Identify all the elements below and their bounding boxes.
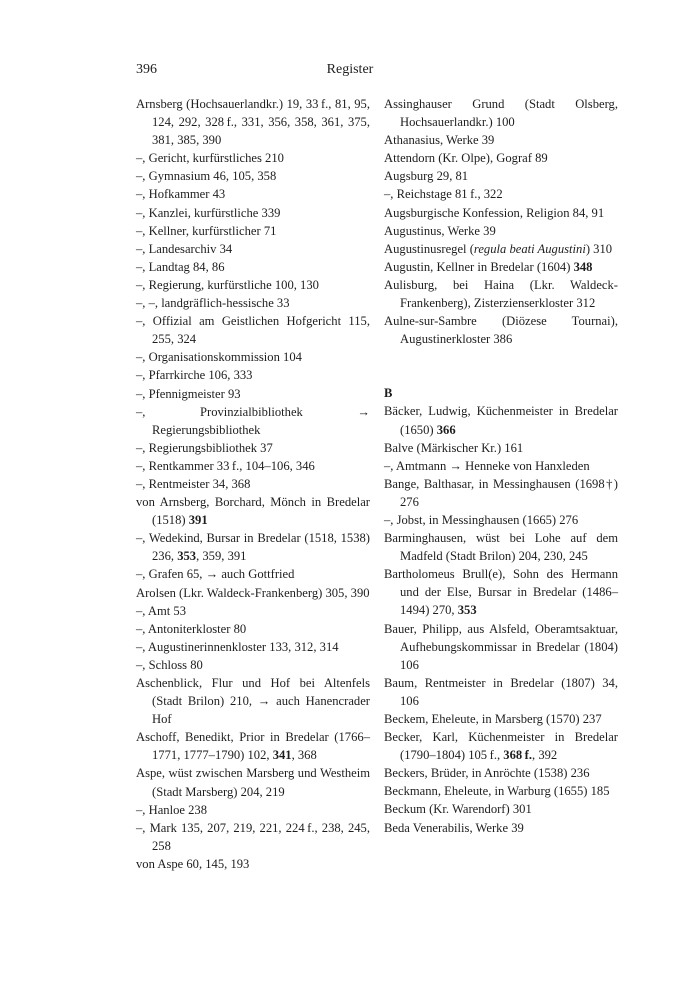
index-entry: Bartholomeus Brull(e), Sohn des Hermann und der Else, Bursar in Bredelar (1486–1494) 270, 353 [384, 567, 618, 618]
section-gap [384, 348, 618, 384]
index-entry: Aschenblick, Flur und Hof bei Altenfels (Stadt Brilon) 210, → auch Hanencrader Hof [136, 676, 370, 727]
index-entry: –, Hofkammer 43 [136, 187, 226, 202]
index-entry: Balve (Märkischer Kr.) 161 [384, 440, 524, 455]
index-entry: Bange, Balthasar, in Messinghausen (1698†) 276 [384, 476, 618, 509]
page-number: 396 [136, 62, 157, 77]
index-entry: Athanasius, Werke 39 [384, 133, 495, 148]
section-letter: B [384, 386, 393, 401]
index-entry: Aulne-sur-Sambre (Diözese Tournai), Augustinerkloster 386 [384, 314, 618, 347]
index-entry: –, Amt 53 [136, 603, 187, 618]
index-entry: Augustin, Kellner in Bredelar (1604) 348 [384, 259, 593, 274]
index-entry: –, Provinzialbibliothek → Regierungsbibliothek [136, 404, 370, 437]
index-entry: Augsburgische Konfession, Religion 84, 91 [384, 205, 605, 220]
index-column-right [384, 95, 618, 837]
index-group-a [384, 95, 618, 348]
index-entry: –, –, landgräflich-hessische 33 [136, 296, 290, 311]
index-entry: –, Landesarchiv 34 [136, 241, 233, 256]
index-entry: –, Offizial am Geistlichen Hofgericht 115, 255, 324 [136, 314, 370, 347]
index-entry: –, Reichstage 81 f., 322 [384, 187, 503, 202]
index-entry: –, Augustinerinnenkloster 133, 312, 314 [136, 639, 339, 654]
index-entry: –, Rentkammer 33 f., 104–106, 346 [136, 458, 315, 473]
index-entry: –, Kanzlei, kurfürstliche 339 [136, 205, 281, 220]
index-entry: Augustinusregel (regula beati Augustini) 310 [384, 241, 613, 256]
index-entry: Bauer, Philipp, aus Alsfeld, Oberamtsaktuar, Aufhebungskommissar in Bredelar (1804) 106 [384, 621, 618, 672]
index-entry: –, Rentmeister 34, 368 [136, 476, 251, 491]
running-title: Register [326, 62, 374, 77]
index-entry: –, Mark 135, 207, 219, 221, 224 f., 238, 245, 258 [136, 820, 370, 853]
index-column-left [136, 95, 370, 873]
index-entry: –, Wedekind, Bursar in Bredelar (1518, 1538) 236, 353, 359, 391 [136, 531, 370, 564]
index-entry: Beckers, Brüder, in Anröchte (1538) 236 [384, 766, 590, 781]
page-header [0, 62, 700, 82]
index-entry: –, Regierung, kurfürstliche 100, 130 [136, 277, 319, 292]
index-group-b [384, 402, 618, 836]
index-entry: Bäcker, Ludwig, Küchenmeister in Bredelar (1650) 366 [384, 404, 618, 437]
index-entry: –, Organisationskommission 104 [136, 350, 302, 365]
index-entry: –, Kellner, kurfürstlicher 71 [136, 223, 277, 238]
index-entry: Aspe, wüst zwischen Marsberg und Westheim (Stadt Marsberg) 204, 219 [136, 766, 370, 799]
index-entry: –, Grafen 65, → auch Gottfried [136, 567, 295, 582]
index-entry: Beda Venerabilis, Werke 39 [384, 820, 524, 835]
index-entry: –, Jobst, in Messinghausen (1665) 276 [384, 512, 579, 527]
index-entry: Baum, Rentmeister in Bredelar (1807) 34, 106 [384, 675, 618, 708]
index-entry: Aschoff, Benedikt, Prior in Bredelar (1766–1771, 1777–1790) 102, 341, 368 [136, 730, 370, 763]
index-entry: Barminghausen, wüst bei Lohe auf dem Madfeld (Stadt Brilon) 204, 230, 245 [384, 531, 618, 564]
index-entry: –, Amtmann → Henneke von Hanxleden [384, 458, 590, 473]
index-entry: –, Landtag 84, 86 [136, 259, 225, 274]
index-entry: Beckem, Eheleute, in Marsberg (1570) 237 [384, 712, 602, 726]
index-entry: –, Hanloe 238 [136, 802, 207, 817]
index-entry: Arolsen (Lkr. Waldeck-Frankenberg) 305, 390 [136, 585, 370, 600]
index-entry: –, Schloss 80 [136, 657, 203, 672]
index-entry: –, Gericht, kurfürstliches 210 [136, 151, 284, 166]
index-entry: Beckum (Kr. Warendorf) 301 [384, 802, 532, 817]
index-entry: von Arnsberg, Borchard, Mönch in Bredelar (1518) 391 [136, 495, 370, 528]
index-entry: Augsburg 29, 81 [384, 169, 469, 184]
index-entry: –, Pfennigmeister 93 [136, 386, 241, 401]
index-entry: von Aspe 60, 145, 193 [136, 856, 250, 871]
index-entry: –, Pfarrkirche 106, 333 [136, 368, 253, 383]
index-entry: –, Antoniterkloster 80 [136, 621, 247, 636]
index-entry: Aulisburg, bei Haina (Lkr. Waldeck-Frankenberg), Zisterzienserkloster 312 [384, 277, 618, 311]
index-entry: Assinghauser Grund (Stadt Olsberg, Hochsauerlandkr.) 100 [384, 97, 618, 130]
index-entry: Beckmann, Eheleute, in Warburg (1655) 185 [384, 784, 610, 799]
index-entry: Arnsberg (Hochsauerlandkr.) 19, 33 f., 81, 95, 124, 292, 328 f., 331, 356, 358, 361, 375, 381, 385, 390 [136, 97, 370, 148]
index-entry: –, Gymnasium 46, 105, 358 [136, 169, 277, 184]
index-entry: Attendorn (Kr. Olpe), Gograf 89 [384, 151, 548, 166]
index-entry: Augustinus, Werke 39 [384, 223, 496, 238]
index-entry: –, Regierungsbibliothek 37 [136, 440, 273, 455]
index-entry: Becker, Karl, Küchenmeister in Bredelar (1790–1804) 105 f., 368 f., 392 [384, 730, 618, 763]
